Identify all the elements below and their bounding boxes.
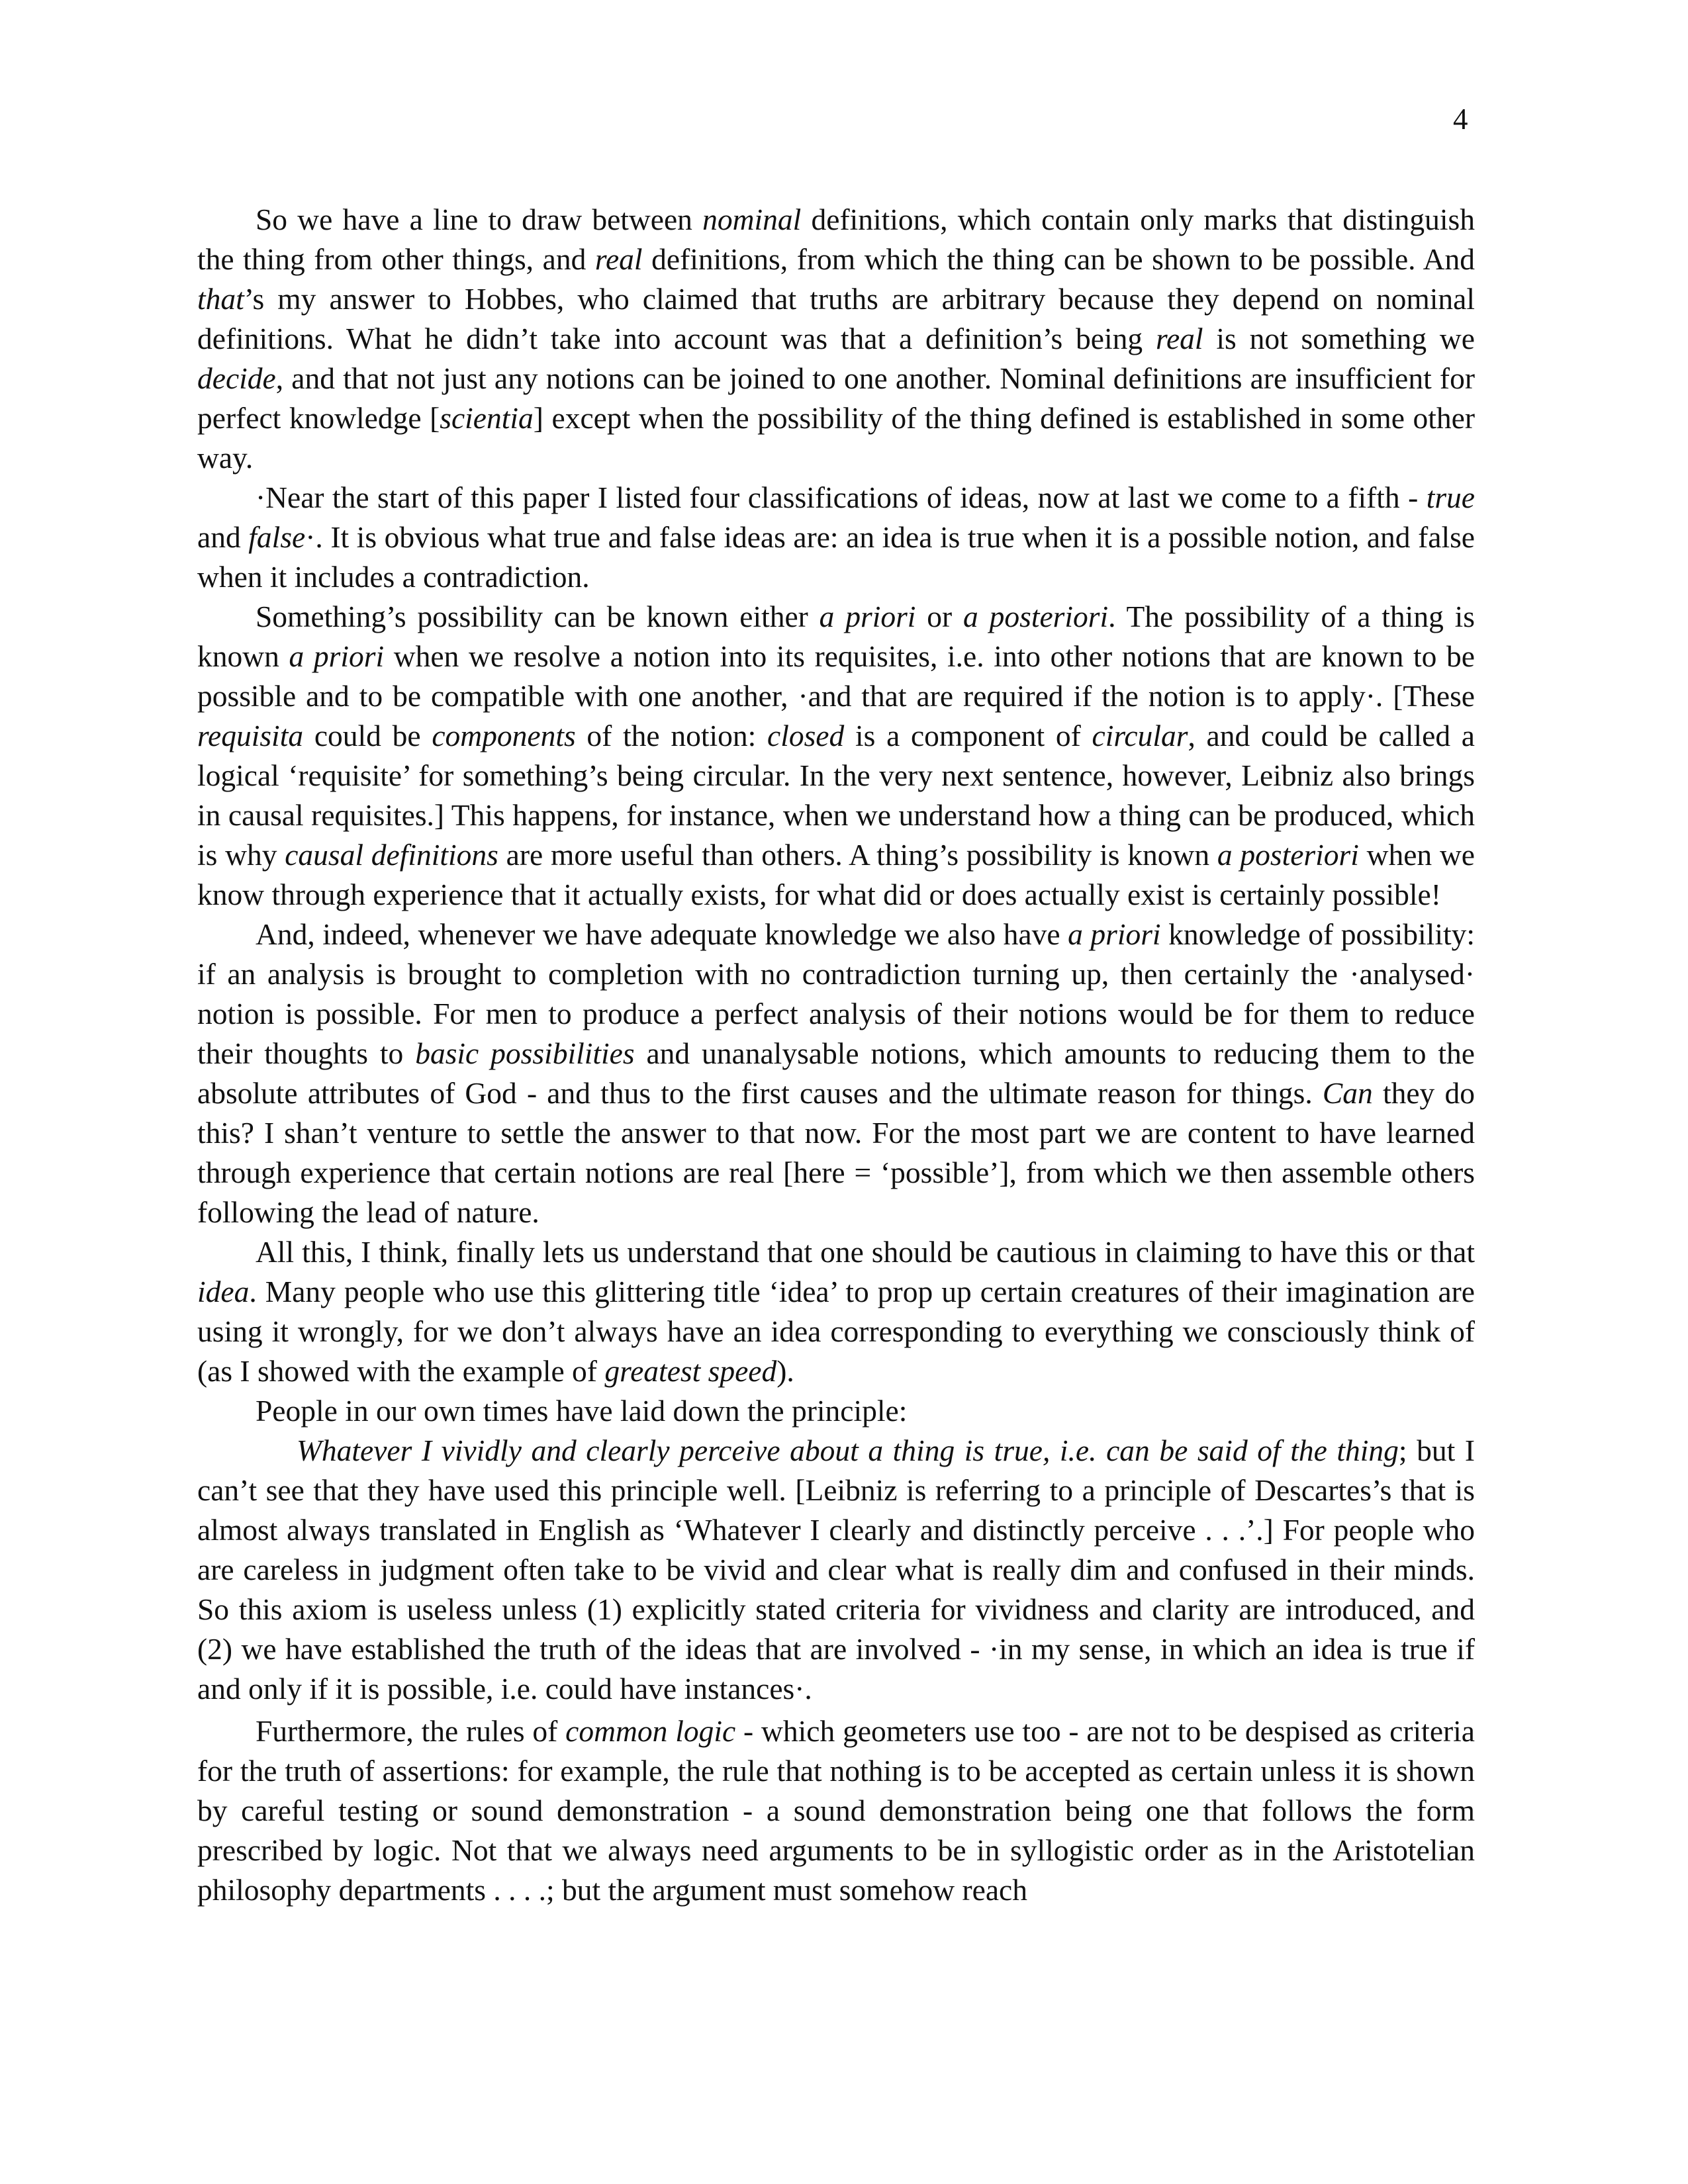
text-run: is a component of [844, 719, 1092, 752]
italic-term: that [197, 282, 244, 316]
italic-term: real [594, 242, 643, 276]
text-run: ’s my answer to Hobbes, who claimed that truths are arbitrary because they depend on nominal definitions. What he didn’t take into account was that a definition’s being [197, 282, 1475, 355]
italic-term: idea [197, 1275, 250, 1308]
page-number: 4 [1453, 103, 1468, 136]
italic-term: requisita [197, 719, 304, 752]
text-run: knowledge of possibility: if an analysis is brought to completion with no contradiction turning up, then certainly the ·analysed· notion is possible. For men to produce a perfect analysis of their notions would be for them to reduce their thoughts to [197, 917, 1475, 1070]
italic-term: scientia [440, 401, 534, 435]
italic-term: components [432, 719, 576, 752]
italic-term: a priori [819, 600, 916, 633]
paragraph-nominal-real-definitions [197, 200, 1475, 478]
text-run: So we have a line to draw between [256, 203, 703, 236]
text-run: , and could be called a logical ‘requisite’ for something’s being circular. In the very next sentence, however, Leibniz also brings in causal requisites.] This happens, for instance, when we understand how a thing can be produced, which is why [197, 719, 1475, 872]
paragraph-principle-intro [197, 1391, 1475, 1431]
italic-term: false [248, 520, 306, 554]
text-run: or [915, 600, 964, 633]
text-run: ). [776, 1354, 794, 1388]
italic-term: closed [767, 719, 845, 752]
paragraph-descartes-principle [197, 1431, 1475, 1709]
text-run: Furthermore, the rules of [256, 1714, 566, 1748]
text-run: they do this? I shan’t venture to settle the answer to that now. For the most part we are content to have learned through experience that certain notions are real [here = ‘possible’], from which we then assemble others following the lead of nature. [197, 1076, 1475, 1229]
paragraph-cautious-claiming-idea [197, 1232, 1475, 1391]
italic-term: true [1426, 480, 1475, 514]
text-run: could be [303, 719, 432, 752]
text-run: And, indeed, whenever we have adequate knowledge we also have [256, 917, 1068, 951]
text-run: ·Near the start of this paper I listed four classifications of ideas, now at last we come to a fifth - [256, 480, 1427, 514]
italic-term: greatest speed [604, 1354, 777, 1388]
text-run: definitions, from which the thing can be shown to be possible. And [642, 242, 1475, 276]
italic-term: nominal [702, 203, 802, 236]
italic-term: real [1155, 322, 1203, 355]
italic-term: a priori [1068, 917, 1161, 951]
paragraph-adequate-knowledge [197, 915, 1475, 1232]
text-run: when we know through experience that it actually exists, for what did or does actually exist is certainly possible! [197, 838, 1475, 911]
paragraph-true-false-ideas [197, 478, 1475, 597]
text-run: are more useful than others. A thing’s possibility is known [498, 838, 1217, 872]
text-run: People in our own times have laid down the principle: [256, 1394, 908, 1428]
text-run: and [197, 520, 249, 554]
italic-term: basic possibilities [415, 1036, 635, 1070]
italic-term: common logic [565, 1714, 736, 1748]
text-run: - which geometers use too - are not to be despised as criteria for the truth of assertions: for example, the rule that nothing is to be accepted as certain unless it is shown by careful testing or sound demonstration - a sound demonstration being one that follows the form prescribed by logic. Not that we always need arguments to be in syllogistic order as in the Aristotelian philosophy departments . . . .; but the argument must somehow reach [197, 1714, 1475, 1907]
italic-term: causal definitions [285, 838, 498, 872]
italic-term: circular [1092, 719, 1188, 752]
text-run: when we resolve a notion into its requisites, i.e. into other notions that are known to be possible and to be compatible with one another, ·and that are required if the notion is to apply·. [These [197, 639, 1475, 713]
italic-term: a priori [289, 639, 385, 673]
italic-term: a posteriori [1217, 838, 1359, 872]
paragraph-common-logic [197, 1711, 1475, 1910]
text-run: ·. It is obvious what true and false ideas are: an idea is true when it is a possible notion, and false when it includes a contradiction. [197, 520, 1475, 594]
body-text [197, 200, 1475, 1910]
principle-quote: Whatever I vividly and clearly perceive about a thing is true, i.e. can be said of the thing [297, 1433, 1399, 1467]
paragraph-a-priori-a-posteriori [197, 597, 1475, 915]
text-run: All this, I think, finally lets us understand that one should be cautious in claiming to have this or that [256, 1235, 1475, 1269]
text-run: . Many people who use this glittering title ‘idea’ to prop up certain creatures of their imagination are using it wrongly, for we don’t always have an idea corresponding to everything we consciously think of (as I showed with the example of [197, 1275, 1475, 1388]
text-run: of the notion: [575, 719, 768, 752]
text-run: definitions, which contain only marks that distinguish the thing from other things, and [197, 203, 1476, 276]
text-run: , and that not just any notions can be joined to one another. Nominal definitions are insufficient for perfect knowledge [ [197, 361, 1475, 435]
text-run: Something’s possibility can be known either [256, 600, 820, 633]
italic-term: decide [197, 361, 276, 395]
principle-commentary: ; but I can’t see that they have used this principle well. [Leibniz is referring to a principle of Descartes’s that is almost always translated in English as ‘Whatever I clearly and distinctly perceive . . .’.] For people who are careless in judgment often take to be vivid and clear what is really dim and confused in their minds. So this axiom is useless unless (1) explicitly stated criteria for vividness and clarity are introduced, and (2) we have established the truth of the ideas that are involved - ·in my sense, in which an idea is true if and only if it is possible, i.e. could have instances·. [197, 1433, 1475, 1706]
text-run: . The possibility of a thing is known [197, 600, 1475, 673]
text-run: is not something we [1203, 322, 1475, 355]
italic-term: a posteriori [963, 600, 1109, 633]
text-run: and unanalysable notions, which amounts to reducing them to the absolute attributes of God - and thus to the first causes and the ultimate reason for things. [197, 1036, 1475, 1110]
italic-term: Can [1322, 1076, 1373, 1110]
text-run: ] except when the possibility of the thing defined is established in some other way. [197, 401, 1475, 475]
